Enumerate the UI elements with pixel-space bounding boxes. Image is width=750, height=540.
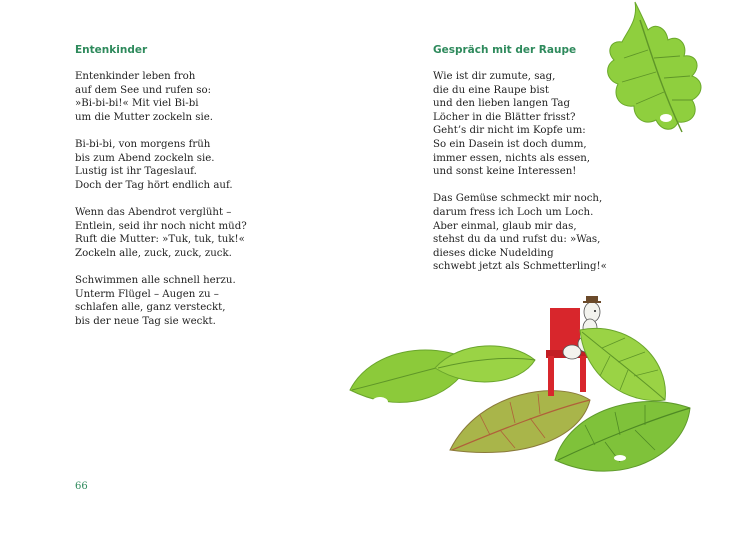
- poem-line: schlafen alle, ganz versteckt,: [75, 302, 226, 314]
- poem-line: »Bi-bi-bi!« Mit viel Bi-bi: [75, 98, 199, 110]
- poem-line: bis der neue Tag sie weckt.: [75, 315, 216, 327]
- stanza: [75, 138, 247, 192]
- poem-line: und sonst keine Interessen!: [433, 166, 577, 178]
- poem-line: dieses dicke Nudelding: [433, 247, 554, 259]
- poem-line: Ruft die Mutter: »Tuk, tuk, tuk!«: [75, 234, 245, 246]
- leaf-right-front: [580, 328, 665, 400]
- poem-line: um die Mutter zockeln sie.: [75, 111, 214, 123]
- left-poem-title: Entenkinder: [75, 44, 148, 56]
- page-number: 66: [75, 481, 88, 492]
- poem-line: immer essen, nichts als essen,: [433, 152, 591, 164]
- poem-line: Löcher in die Blätter frisst?: [433, 111, 576, 123]
- poem-line: Wie ist dir zumute, sag,: [433, 71, 556, 82]
- poem-line: Bi-bi-bi, von morgens früh: [75, 138, 211, 150]
- stanza: [75, 206, 247, 260]
- right-poem-title: Gespräch mit der Raupe: [433, 44, 577, 56]
- leaves-caterpillar-illustration: [340, 290, 700, 510]
- poem-line: Geht’s dir nicht im Kopfe um:: [433, 125, 586, 137]
- poem-line: schwebt jetzt als Schmetterling!«: [433, 261, 607, 273]
- stanza: [433, 70, 607, 179]
- poem-line: Entlein, seid ihr noch nicht müd?: [75, 220, 247, 232]
- poem-line: auf dem See und rufen so:: [75, 84, 212, 96]
- poem-line: bis zum Abend zockeln sie.: [75, 152, 215, 164]
- poem-line: und den lieben langen Tag: [433, 98, 570, 110]
- right-poem: [433, 70, 607, 288]
- poem-line: Aber einmal, glaub mir das,: [433, 220, 577, 232]
- poem-line: Lustig ist ihr Tageslauf.: [75, 166, 197, 178]
- left-poem: [75, 70, 247, 342]
- poem-line: darum fress ich Loch um Loch.: [433, 206, 594, 218]
- poem-line: die du eine Raupe bist: [433, 84, 549, 96]
- poem-line: Das Gemüse schmeckt mir noch,: [433, 193, 603, 205]
- stanza: [75, 70, 247, 124]
- stanza: [433, 192, 607, 274]
- poem-line: Zockeln alle, zuck, zuck, zuck.: [75, 247, 232, 259]
- stanza: [75, 274, 247, 328]
- poem-line: Doch der Tag hört endlich auf.: [75, 179, 233, 191]
- oak-leaf-illustration: [600, 0, 710, 170]
- poem-line: Wenn das Abendrot verglüht –: [75, 206, 232, 218]
- poem-line: Unterm Flügel – Augen zu –: [75, 288, 219, 300]
- poem-line: So ein Dasein ist doch dumm,: [433, 138, 587, 150]
- poem-line: Entenkinder leben froh: [75, 71, 196, 82]
- poem-line: Schwimmen alle schnell herzu.: [75, 274, 236, 286]
- poem-line: stehst du da und rufst du: »Was,: [433, 234, 601, 246]
